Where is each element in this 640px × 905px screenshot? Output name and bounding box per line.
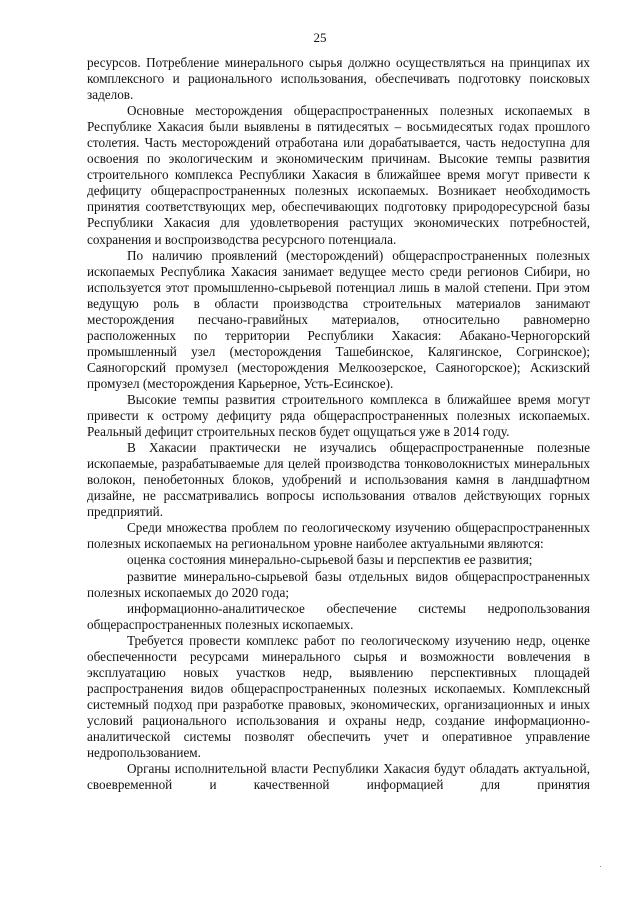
paragraph-1: ресурсов. Потребление минерального сырья должно осуществляться на принципах их комплексного и рационального использования, обеспечивать подготовку поисковых заделов. (87, 55, 590, 103)
scan-speck (600, 866, 601, 867)
list-item-information-support: информационно-аналитическое обеспечение системы недропользования общераспространенных полезных ископаемых. (87, 600, 590, 632)
list-item-development: развитие минерально-сырьевой базы отдельных видов общераспространенных полезных ископаемых до 2020 года; (87, 568, 590, 600)
paragraph-10: Требуется провести комплекс работ по геологическому изучению недр, оценке обеспеченности ресурсами минерального сырья и возможности вовлечения в эксплуатацию новых участков недр, выявлению перспективных площадей распространения видов общераспространенных полезных ископаемых. Комплексный системный подход при разработке правовых, экономических, организационных и иных условий рационального использования и охраны недр, создание информационно-аналитической системы позволят обеспечить учет и оперативное управление недропользованием. (87, 632, 590, 761)
paragraph-11: Органы исполнительной власти Республики Хакасия будут обладать актуальной, своевременной и качественной информацией для принятия (87, 761, 590, 793)
paragraph-2: Основные месторождения общераспространенных полезных ископаемых в Республике Хакасия были выявлены в пятидесятых – восьмидесятых годах прошлого столетия. Часть месторождений отработана или дорабатывается, часть недоступна для освоения по экологическим и экономическим причинам. Высокие темпы развития строительного комплекса Республики Хакасия в ближайшее время могут привести к дефициту общераспространенных полезных ископаемых. Возникает необходимость принятия соответствующих мер, обеспечивающих подготовку природоресурсной базы Республики Хакасия для удовлетворения растущих экономических потребностей, сохранения и воспроизводства ресурсного потенциала. (87, 103, 590, 247)
paragraph-3: По наличию проявлений (месторождений) общераспространенных полезных ископаемых Республика Хакасия занимает ведущее место среди регионов Сибири, но используется этот промышленно-сырьевой потенциал лишь в малой степени. При этом ведущую роль в области производства строительных материалов занимают месторождения песчано-гравийных материалов, относительно равномерно расположенных по территории Республики Хакасия: Абакано-Черногорский промышленный узел (месторождения Ташебинское, Калягинское, Согринское); Саяногорский промузел (месторождения Мелкоозерское, Саяногорское); Аскизский промузел (месторождения Карьерное, Усть-Есинское). (87, 247, 590, 391)
paragraph-5: В Хакасии практически не изучались общераспространенные полезные ископаемые, разрабатываемые для целей производства тонковолокнистых минеральных волокон, пенобетонных блоков, удобрений и использования камня в ландшафтном дизайне, не рассматривались вопросы использования отвалов действующих горных предприятий. (87, 440, 590, 520)
list-item-assessment: оценка состояния минерально-сырьевой базы и перспектив ее развития; (127, 552, 533, 568)
page-number: 25 (313, 30, 327, 45)
paragraph-6: Среди множества проблем по геологическому изучению общераспространенных полезных ископаемых на региональном уровне наиболее актуальными являются: (87, 520, 590, 552)
document-body (87, 55, 590, 793)
paragraph-4: Высокие темпы развития строительного комплекса в ближайшее время могут привести к острому дефициту ряда общераспространенных полезных ископаемых. Реальный дефицит строительных песков будет ощущаться уже в 2014 году. (87, 391, 590, 440)
